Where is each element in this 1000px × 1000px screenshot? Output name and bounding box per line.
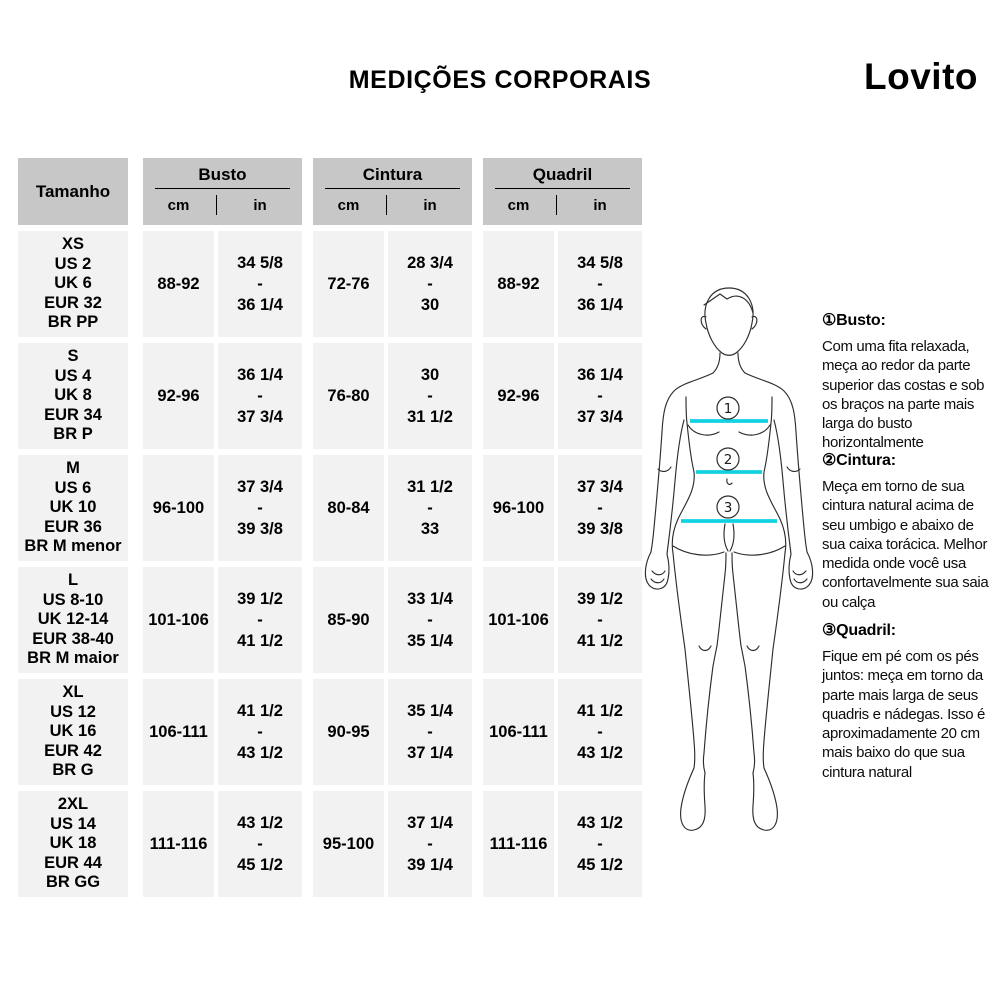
right-leg-outer [763,553,785,768]
size-cell [18,679,128,785]
in-line: - [427,274,433,293]
group-header-cintura [313,158,472,225]
size-cell [18,231,128,337]
size-line: US 2 [54,254,92,273]
size-line: US 6 [54,478,92,497]
size-line: UK 16 [49,722,97,741]
in-line: 41 1/2 [577,701,623,720]
in-line: - [257,610,263,629]
table-row-S [18,343,642,449]
in-line: - [257,274,263,293]
in-line: 37 1/4 [407,813,453,832]
cell-busto-in [218,343,302,449]
size-line: UK 10 [49,498,97,517]
in-line: 36 1/4 [577,295,623,314]
in-line: 30 [420,295,440,314]
in-line: 43 1/2 [237,743,283,762]
right-elbow-mark [787,467,800,471]
group-label-cintura: Cintura [362,165,423,184]
in-line: - [597,274,603,293]
neck-left [713,353,720,373]
unit-label-cm: cm [507,196,530,214]
page-title: MEDIÇÕES CORPORAIS [348,66,652,94]
instruction-cintura-heading: ②Cintura: [822,452,896,469]
cell-busto-cm: 88-92 [143,231,214,337]
cell-busto-in [218,231,302,337]
instruction-busto-body: Com uma fita relaxada, meça ao redor da parte superior das costas e sob os braços na parte mais larga do busto horizontalmente [822,338,985,452]
in-line: 33 [420,519,440,538]
cell-busto-cm: 111-116 [143,791,214,897]
cell-cintura-cm: 90-95 [313,679,384,785]
in-line: 30 [420,365,440,384]
instruction-quadril [822,620,1000,782]
size-line: BR G [52,761,94,780]
size-line: BR PP [47,313,99,332]
unit-label-cm: cm [337,196,360,214]
table-row-XL [18,679,642,785]
in-line: 41 1/2 [237,631,283,650]
in-line: 37 1/4 [407,743,453,762]
body-figure-svg [640,275,820,850]
size-line: EUR 44 [44,853,102,872]
right-knee-mark [747,646,759,651]
size-line: M [66,459,80,478]
in-line: - [597,834,603,853]
cell-cintura-cm: 76-80 [313,343,384,449]
right-foot [753,768,778,830]
left-leg-inner [703,553,726,773]
in-line: 39 3/8 [237,519,283,538]
size-line: UK 12-14 [37,610,109,629]
in-line: 37 3/4 [577,477,623,496]
in-line: 37 3/4 [237,477,283,496]
left-foot [681,768,706,830]
size-line: 2XL [57,795,89,814]
bust-marker-number: 1 [723,401,733,417]
instruction-cintura-body: Meça em torno de sua cintura natural acima de seu umbigo e abaixo de sua caixa torácica. Melhor medida onde você usa confortavelmente sua saia ou calça [822,478,989,611]
cell-quadril-cm: 96-100 [483,455,554,561]
left-knee-mark [699,646,711,651]
left-leg-outer [673,553,695,768]
size-line: XL [62,683,84,702]
cell-quadril-in [558,343,642,449]
left-arm-outer [651,373,713,552]
in-line: 43 1/2 [577,743,623,762]
cell-cintura-in [388,791,472,897]
crotch-line-right [730,524,734,551]
cell-busto-cm: 106-111 [143,679,214,785]
hip-marker-number: 3 [723,500,733,516]
cell-quadril-cm: 92-96 [483,343,554,449]
brand-logo: Lovito [864,56,978,97]
in-line: 36 1/4 [577,365,623,384]
left-arm-inner [667,420,684,554]
in-line: 45 1/2 [577,855,623,874]
in-line: 33 1/4 [407,589,453,608]
table-row-M [18,455,642,561]
cell-cintura-cm: 72-76 [313,231,384,337]
group-units-quadril [483,189,642,225]
size-line: BR M maior [27,649,119,668]
size-line: US 4 [54,366,92,385]
neck-right [738,353,745,373]
size-line: UK 6 [54,274,92,293]
in-line: - [427,610,433,629]
size-line: L [67,571,79,590]
in-line: 43 1/2 [237,813,283,832]
table-row-2XL [18,791,642,897]
instruction-quadril-heading: ③Quadril: [822,622,896,639]
size-line: BR M menor [24,537,122,556]
cell-quadril-in [558,679,642,785]
in-line: 34 5/8 [237,253,283,272]
size-line: EUR 36 [44,517,102,536]
waist-marker-number: 2 [723,452,733,468]
size-line: UK 8 [54,386,92,405]
size-cell [18,567,128,673]
cell-quadril-in [558,791,642,897]
in-line: 37 3/4 [237,407,283,426]
unit-label-in: in [423,196,437,214]
in-line: 39 3/8 [577,519,623,538]
instruction-busto-heading: ①Busto: [822,312,886,329]
cell-quadril-cm: 106-111 [483,679,554,785]
in-line: 41 1/2 [577,631,623,650]
unit-divider [556,195,557,215]
size-column-header: Tamanho [18,158,128,225]
group-units-busto [143,189,302,225]
in-line: 35 1/4 [407,631,453,650]
in-line: - [597,610,603,629]
right-hand-fingers [793,571,807,583]
cell-cintura-in [388,567,472,673]
size-line: BR GG [45,873,101,892]
cell-busto-in [218,679,302,785]
size-line: US 14 [50,814,96,833]
in-line: 36 1/4 [237,295,283,314]
cell-quadril-cm: 101-106 [483,567,554,673]
group-header-quadril [483,158,642,225]
instruction-cintura [822,450,1000,612]
left-elbow-mark [658,467,671,471]
cell-cintura-in [388,231,472,337]
cell-quadril-in [558,231,642,337]
in-line: - [427,722,433,741]
size-table [18,158,642,903]
crotch-line-left [724,524,728,551]
cell-quadril-in [558,567,642,673]
chest-curve-left [688,425,719,435]
instruction-quadril-body: Fique em pé com os pés juntos: meça em torno da parte mais larga de seus quadris e nádegas. Isso é aproximadamente 20 cm mais baixo do que sua cintura natural [822,648,986,781]
cell-busto-in [218,791,302,897]
size-line: EUR 34 [44,405,102,424]
unit-divider [216,195,217,215]
right-leg-inner [732,553,755,773]
in-line: 37 3/4 [577,407,623,426]
left-hand-fingers [651,571,665,583]
briefs-left-edge [673,546,724,555]
in-line: 39 1/2 [237,589,283,608]
size-line: S [67,347,79,366]
in-line: 43 1/2 [577,813,623,832]
size-cell [18,791,128,897]
in-line: - [427,498,433,517]
unit-label-in: in [253,196,267,214]
in-line: 35 1/4 [407,701,453,720]
size-line: EUR 42 [44,741,102,760]
size-line: US 12 [50,702,96,721]
cell-cintura-cm: 85-90 [313,567,384,673]
table-row-XS [18,231,642,337]
cell-busto-in [218,567,302,673]
group-label-quadril: Quadril [532,165,593,184]
in-line: 39 1/2 [577,589,623,608]
in-line: - [427,386,433,405]
instruction-busto [822,310,1000,453]
in-line: - [257,722,263,741]
left-hand [645,552,669,589]
unit-label-cm: cm [167,196,190,214]
table-header-row [18,158,642,225]
in-line: - [257,498,263,517]
cell-quadril-in [558,455,642,561]
group-label-busto: Busto [198,165,247,184]
in-line: 31 1/2 [407,407,453,426]
chest-curve-right [739,425,770,435]
size-line: UK 18 [49,834,97,853]
right-arm-inner [774,420,791,554]
size-line: EUR 32 [44,293,102,312]
in-line: - [257,834,263,853]
table-row-L [18,567,642,673]
cell-busto-cm: 101-106 [143,567,214,673]
hair-line [704,294,753,313]
group-units-cintura [313,189,472,225]
in-line: 28 3/4 [407,253,453,272]
in-line: - [597,722,603,741]
size-line: BR P [53,425,93,444]
in-line: 31 1/2 [407,477,453,496]
cell-cintura-in [388,343,472,449]
in-line: - [257,386,263,405]
in-line: 45 1/2 [237,855,283,874]
in-line: 41 1/2 [237,701,283,720]
cell-cintura-in [388,455,472,561]
navel-mark [727,479,732,484]
unit-label-in: in [593,196,607,214]
in-line: 34 5/8 [577,253,623,272]
cell-busto-cm: 92-96 [143,343,214,449]
size-line: XS [61,235,84,254]
in-line: 39 1/4 [407,855,453,874]
cell-quadril-cm: 88-92 [483,231,554,337]
cell-cintura-cm: 80-84 [313,455,384,561]
right-arm-outer [745,373,807,552]
group-header-busto [143,158,302,225]
size-cell [18,343,128,449]
size-line: EUR 38-40 [32,629,114,648]
cell-cintura-in [388,679,472,785]
unit-divider [386,195,387,215]
in-line: 36 1/4 [237,365,283,384]
cell-cintura-cm: 95-100 [313,791,384,897]
in-line: - [427,834,433,853]
cell-busto-in [218,455,302,561]
body-measurement-diagram [640,275,820,850]
in-line: - [597,386,603,405]
size-cell [18,455,128,561]
size-line: US 8-10 [42,590,104,609]
cell-busto-cm: 96-100 [143,455,214,561]
cell-quadril-cm: 111-116 [483,791,554,897]
right-hand [789,552,813,589]
briefs-right-edge [734,546,785,555]
in-line: - [597,498,603,517]
